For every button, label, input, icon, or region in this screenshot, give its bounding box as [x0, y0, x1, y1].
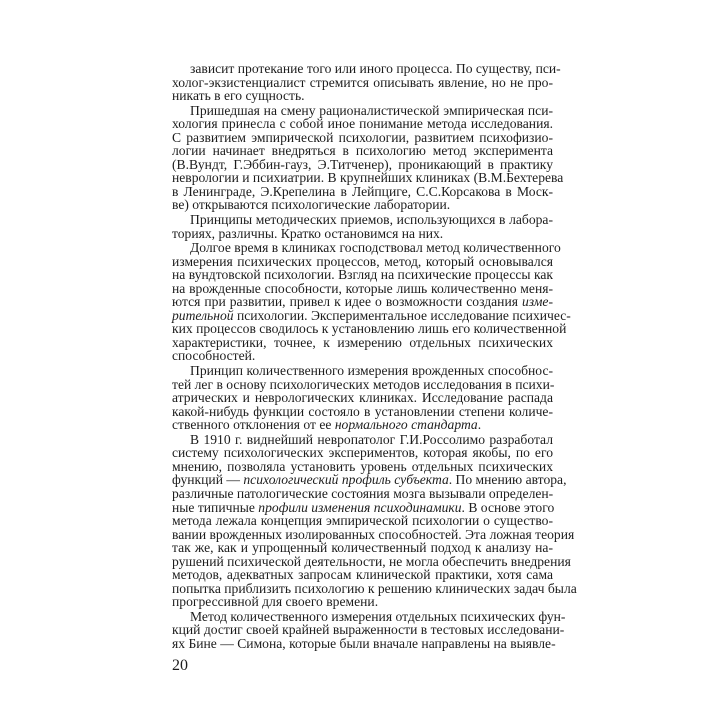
text-run: атрических и неврологических клиниках. Исследование распада: [172, 390, 553, 406]
text-line: [172, 526, 575, 542]
italic-term: профили изменения психодинамики: [258, 499, 462, 515]
text-run: какой-нибудь функции состояло в установлении степени количе-: [172, 403, 553, 419]
text-run: ях Бине — Симона, которые были вначале направлены на выявле-: [172, 635, 556, 651]
text-line: [172, 391, 553, 405]
text-line: [172, 460, 553, 474]
text-line: [172, 487, 553, 501]
text-line: [172, 198, 553, 212]
text-line: [172, 76, 553, 90]
text-run: никать в его сущность.: [172, 88, 305, 104]
text-line: [172, 307, 571, 323]
text-line: [172, 295, 553, 309]
text-run: мнению, позволяла установить уровень отдельных психических: [172, 458, 553, 474]
text-run: метода лежала концепция эмпирической психологии о существо-: [172, 513, 553, 529]
text-line: [172, 104, 553, 118]
text-run: . По мнению автора,: [448, 472, 567, 488]
text-run: способностей.: [172, 348, 256, 364]
text-run: ются при развитии, привел к идее о возможности создания: [172, 294, 522, 310]
text-run: ториях, различны. Кратко остановимся на них.: [172, 225, 444, 241]
text-run: на вундтовской психологии. Взгляд на психические процессы как: [172, 267, 553, 283]
text-line: [172, 622, 565, 638]
text-line: [172, 144, 553, 158]
text-run: .: [477, 417, 482, 433]
italic-term: нормального стандарта: [334, 417, 478, 433]
text-line: [172, 240, 561, 256]
text-run: функций —: [172, 472, 244, 488]
text-line: [172, 635, 556, 651]
text-line: [172, 472, 567, 488]
text-line: [172, 514, 553, 528]
text-run: (В.Вундт, Г.Эббин-гауз, Э.Титченер), проникающий в практику: [172, 156, 553, 172]
text-run: в Ленинграде, Э.Крепелина в Лейпциге, С.С.Корсакова в Моск-: [172, 183, 553, 199]
text-run: В 1910 г. виднейший невропатолог Г.И.Россолимо разработал: [190, 431, 553, 447]
text-line: [172, 268, 553, 282]
paragraph: [172, 213, 553, 240]
text-run: измерения психических процессов, метод, который основывался: [172, 253, 553, 269]
text-run: ких процессов сводилось к установлению лишь его количественной: [172, 321, 567, 337]
text-run: Принцип количественного измерения врожденных способнос-: [190, 363, 553, 379]
text-line: [172, 446, 553, 460]
text-line: [172, 213, 553, 227]
text-line: [172, 170, 564, 186]
text-line: [172, 418, 553, 432]
text-line: [172, 378, 553, 392]
paragraph: [172, 608, 566, 651]
text-run: неврологии и психиатрии. В крупнейших клиниках (В.М.Бехтерева: [172, 170, 564, 186]
text-run: ные типичные: [172, 499, 259, 515]
text-line: [172, 608, 566, 624]
text-line: [172, 227, 553, 241]
text-line: [172, 321, 567, 337]
text-run: ве) открываются психологические лаборатории.: [172, 197, 451, 213]
text-run: психологии. Экспериментальное исследование психичес-: [233, 307, 571, 323]
text-run: . В основе этого: [461, 499, 555, 515]
text-run: прогрессивной для своего времени.: [172, 594, 379, 610]
text-line: [172, 282, 553, 296]
text-line: [172, 61, 561, 76]
text-line: [172, 433, 553, 447]
text-run: тей лег в основу психологических методов исследования в психи-: [172, 376, 555, 392]
text-run: логии начинает внедряться в психологию метод эксперимента: [172, 143, 553, 159]
italic-term: изме-: [522, 294, 553, 310]
italic-term: психологический профиль субъекта: [243, 472, 449, 488]
text-run: так же, как и упрощенный количественный подход к анализу на-: [172, 540, 553, 556]
text-run: кций достиг своей крайней выраженности в тестовых исследовани-: [172, 622, 565, 638]
text-line: [172, 501, 553, 515]
text-line: [172, 568, 553, 582]
text-run: ственного отклонения от ее: [172, 417, 335, 433]
text-line: [172, 541, 553, 555]
italic-term: рительной: [172, 307, 234, 323]
paragraph: [172, 364, 553, 432]
paragraph: [172, 61, 561, 104]
text-line: [172, 595, 553, 609]
text-run: Долгое время в клиниках господствовал метод количественного: [190, 240, 561, 256]
text-run: Метод количественного измерения отдельных психических фун-: [190, 608, 566, 624]
page-number: 20: [172, 657, 188, 674]
text-line: [172, 336, 553, 350]
text-run: методов, адекватных запросам клинической практики, хотя сама: [172, 567, 553, 583]
text-line: [172, 117, 553, 131]
text-run: вании врожденных изолированных способностей. Эта ложная теория: [172, 526, 575, 542]
text-line: [172, 405, 553, 419]
paragraph: [172, 431, 577, 610]
text-run: хология принесла с собой иное понимание метода исследования.: [172, 116, 553, 132]
text-run: попытка приблизить психологию к решению клинических задач была: [172, 580, 577, 596]
text-run: Пришедшая на смену рационалистической эмпирическая пси-: [190, 102, 553, 118]
text-line: [172, 158, 553, 172]
paragraph: [172, 102, 564, 213]
text-run: холог-экзистенциалист стремится описывать явление, но не про-: [172, 74, 553, 90]
text-run: различные патологические состояния мозга вызывали определен-: [172, 485, 554, 501]
text-run: зависит протекание того или иного процесса. По существу, пси-: [190, 61, 561, 76]
text-run: Принципы методических приемов, использующихся в лабора-: [190, 212, 553, 228]
text-line: [172, 89, 553, 103]
text-line: [172, 553, 571, 569]
text-run: систему психологических экспериментов, которая якобы, по его: [172, 445, 553, 461]
text-line: [172, 255, 553, 269]
page-body: [172, 61, 577, 652]
text-run: рушений психической деятельности, не могла обеспечить внедрения: [172, 553, 571, 569]
text-run: С развитием эмпирической психологии, развитием психофизио-: [172, 129, 553, 145]
text-run: характеристики, точнее, к измерению отдельных психических: [172, 334, 553, 350]
text-line: [172, 131, 553, 145]
text-line: [172, 349, 553, 363]
text-run: на врожденные способности, которые лишь количественно меня-: [172, 280, 553, 296]
text-line: [172, 580, 577, 596]
paragraph: [172, 240, 571, 364]
text-line: [172, 185, 553, 199]
text-line: [172, 364, 553, 378]
